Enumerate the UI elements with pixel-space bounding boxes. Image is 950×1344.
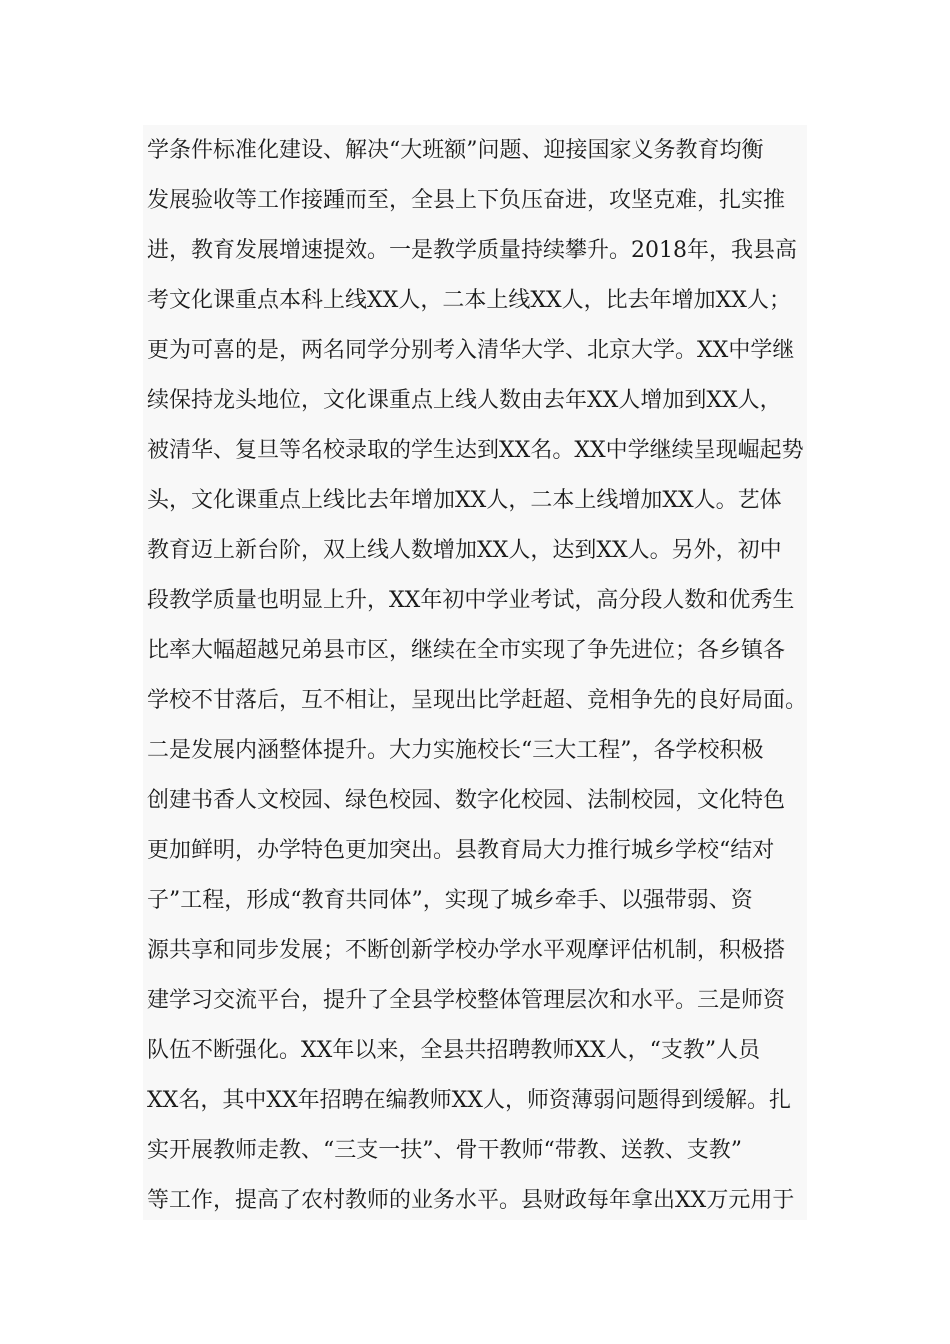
paragraph-line: 教育迈上新台阶，双上线人数增加XX人，达到XX人。另外，初中: [147, 538, 782, 563]
paragraph-line: 学校不甘落后，互不相让，呈现出比学赶超、竞相争先的良好局面。: [147, 688, 808, 713]
paragraph-line: 比率大幅超越兄弟县市区，继续在全市实现了争先进位；各乡镇各: [147, 638, 786, 663]
paragraph-line: 建学习交流平台，提升了全县学校整体管理层次和水平。三是师资: [147, 988, 786, 1013]
paragraph-line: 更为可喜的是，两名同学分别考入清华大学、北京大学。XX中学继: [147, 338, 795, 363]
paragraph-line: 学条件标准化建设、解决“大班额”问题、迎接国家义务教育均衡: [147, 138, 764, 163]
paragraph-line: 段教学质量也明显上升，XX年初中学业考试，高分段人数和优秀生: [147, 588, 795, 613]
paragraph-line: 队伍不断强化。XX年以来，全县共招聘教师XX人，“支教”人员: [147, 1038, 761, 1063]
paragraph-line: 考文化课重点本科上线XX人，二本上线XX人，比去年增加XX人；: [147, 288, 791, 313]
paragraph-line: 更加鲜明，办学特色更加突出。县教育局大力推行城乡学校“结对: [147, 838, 775, 863]
paragraph-line: XX名，其中XX年招聘在编教师XX人，师资薄弱问题得到缓解。扎: [147, 1088, 791, 1113]
paragraph-line: 子”工程，形成“教育共同体”，实现了城乡牵手、以强带弱、资: [147, 888, 753, 913]
paragraph-line: 等工作，提高了农村教师的业务水平。县财政每年拿出XX万元用于: [147, 1188, 795, 1213]
paragraph-line: 被清华、复旦等名校录取的学生达到XX名。XX中学继续呈现崛起势: [147, 438, 804, 463]
paragraph-line: 源共享和同步发展；不断创新学校办学水平观摩评估机制，积极搭: [147, 938, 786, 963]
paragraph-line: 实开展教师走教、“三支一扶”、骨干教师“带教、送教、支教”: [147, 1138, 742, 1163]
paragraph-line: 创建书香人文校园、绿色校园、数字化校园、法制校园，文化特色: [147, 788, 786, 813]
paragraph-line: 二是发展内涵整体提升。大力实施校长“三大工程”，各学校积极: [147, 738, 764, 763]
paragraph-line: 进，教育发展增速提效。一是教学质量持续攀升。2018年，我县高: [147, 238, 797, 263]
paragraph-line: 头，文化课重点上线比去年增加XX人，二本上线增加XX人。艺体: [147, 488, 782, 513]
paragraph-line: 续保持龙头地位，文化课重点上线人数由去年XX人增加到XX人，: [147, 388, 782, 413]
paragraph-line: 发展验收等工作接踵而至，全县上下负压奋进，攻坚克难，扎实推: [147, 188, 786, 213]
